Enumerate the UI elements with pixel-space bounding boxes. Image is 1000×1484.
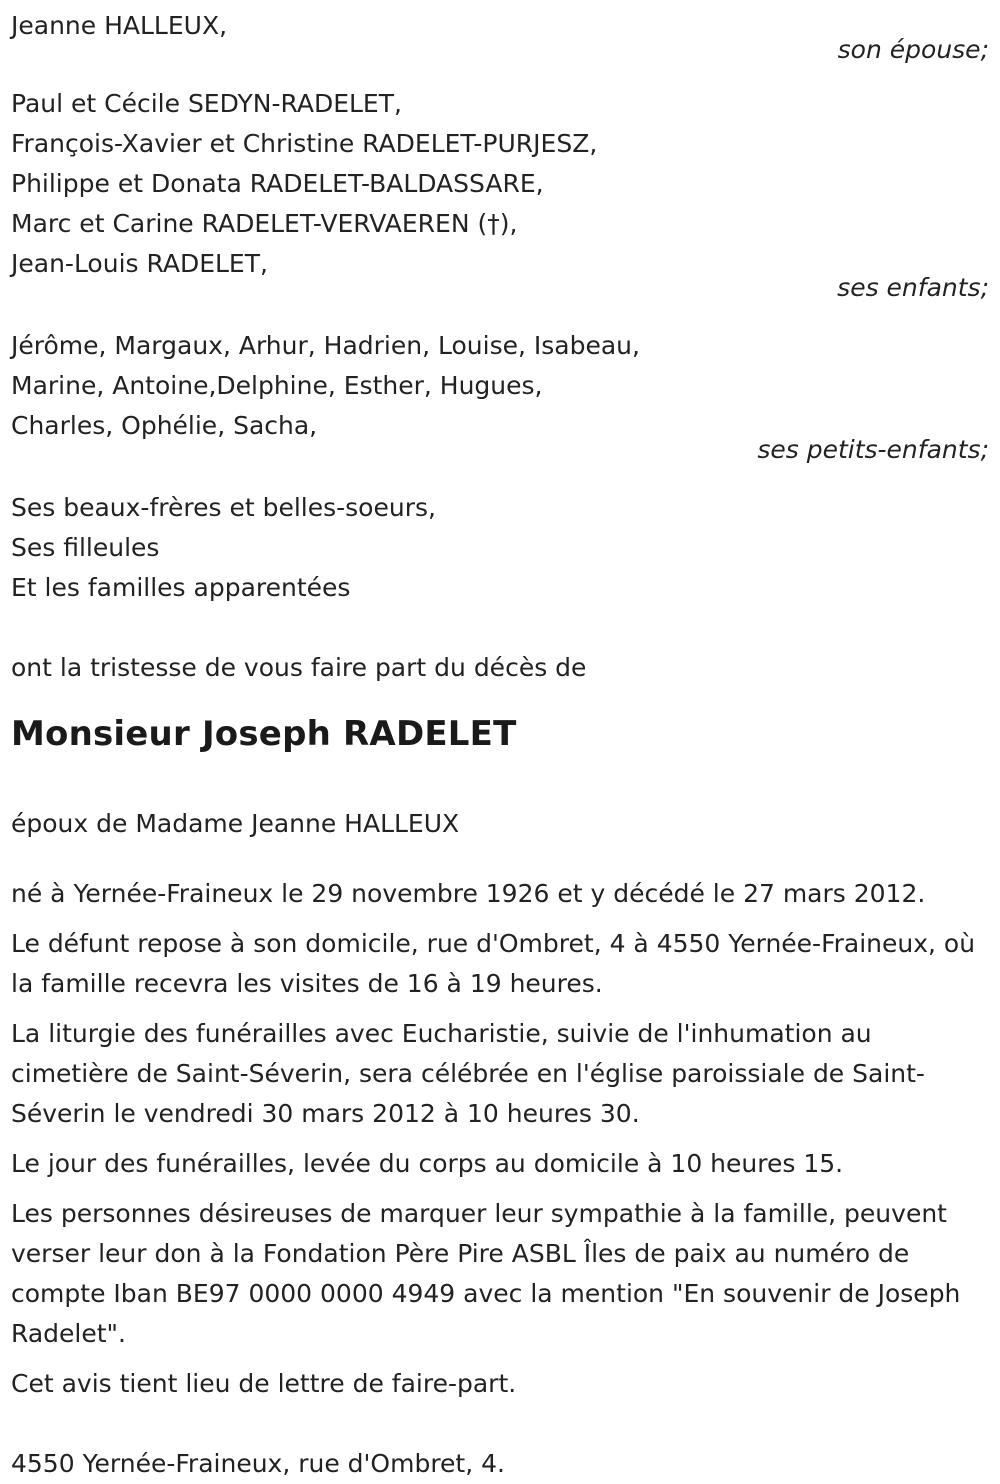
child-name: François-Xavier et Christine RADELET-PURJESZ, [11,129,598,158]
spouse-group [11,6,990,70]
spouse-role: son épouse; [837,35,989,64]
child-name: Philippe et Donata RADELET-BALDASSARE, [11,169,544,198]
birth-death-paragraph: né à Yernée-Fraineux le 29 novembre 1926 et y décédé le 27 mars 2012. [11,879,926,908]
notice-paragraph: Cet avis tient lieu de lettre de faire-part. [11,1369,517,1398]
relatives-group [11,488,990,608]
child-name: Paul et Cécile SEDYN-RADELET, [11,89,402,118]
child-name: Marc et Carine RADELET-VERVAEREN (†), [11,209,518,238]
announcement-text: ont la tristesse de vous faire part du décès de [11,653,587,682]
grandchildren-line: Marine, Antoine,Delphine, Esther, Hugues, [11,371,543,400]
children-role: ses enfants; [837,273,989,302]
spouse-name: Jeanne HALLEUX, [11,11,228,40]
relatives-line: Ses filleules [11,533,160,562]
relatives-line: Et les familles apparentées [11,573,351,602]
child-name: Jean-Louis RADELET, [11,249,268,278]
address-text: 4550 Yernée-Fraineux, rue d'Ombret, 4. [11,1449,505,1478]
deceased-name: Monsieur Joseph RADELET [11,714,517,754]
donation-paragraph: Les personnes désireuses de marquer leur sympathie à la famille, peuvent verser leur don à la Fondation Père Pire ASBL Îles de paix au numéro de compte Iban BE97 0000 0000 4949 avec la mention "En souvenir de Joseph Radelet". [11,1199,961,1348]
children-group [11,84,990,308]
grandchildren-group [11,326,990,470]
liturgy-paragraph: La liturgie des funérailles avec Eucharistie, suivie de l'inhumation au cimetière de Saint-Séverin, sera célébrée en l'église paroissiale de Saint-Séverin le vendredi 30 mars 2012 à 10 heures 30. [11,1019,925,1128]
grandchildren-line: Charles, Ophélie, Sacha, [11,411,318,440]
grandchildren-role: ses petits-enfants; [757,435,989,464]
spouse-of-text: époux de Madame Jeanne HALLEUX [11,809,460,838]
repose-paragraph: Le défunt repose à son domicile, rue d'Ombret, 4 à 4550 Yernée-Fraineux, où la famille recevra les visites de 16 à 19 heures. [11,929,976,998]
funeral-day-paragraph: Le jour des funérailles, levée du corps au domicile à 10 heures 15. [11,1149,844,1178]
grandchildren-line: Jérôme, Margaux, Arhur, Hadrien, Louise, Isabeau, [11,331,640,360]
relatives-line: Ses beaux-frères et belles-soeurs, [11,493,436,522]
